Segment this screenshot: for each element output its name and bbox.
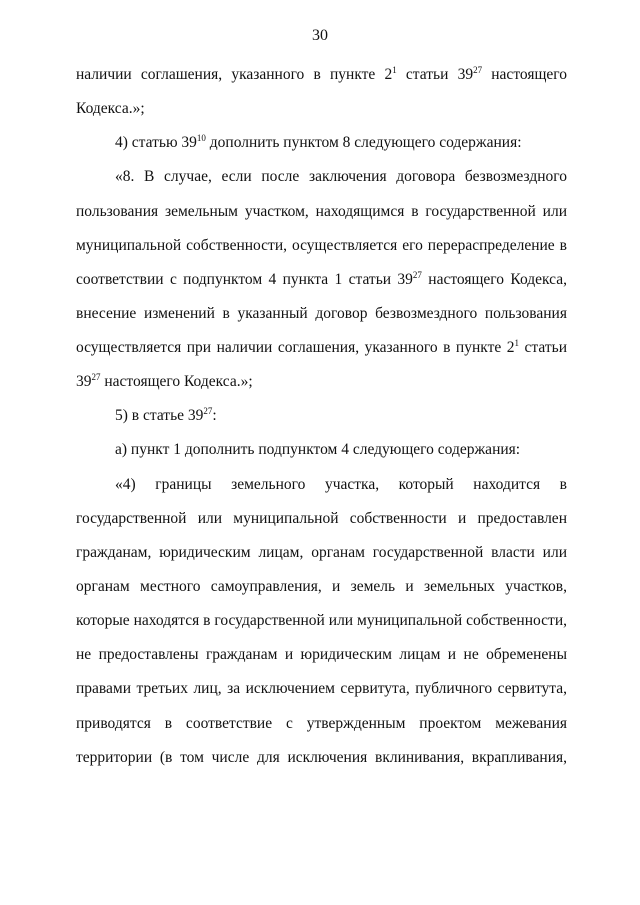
text-run: приводятся в соответствие с утвержденным проектом межевания [76,715,567,732]
text-line [115,133,567,153]
text-run: а) пункт 1 дополнить подпунктом 4 следующего содержания: [115,441,521,458]
superscript-index: 10 [196,133,206,143]
text-run: территории (в том числе для исключения вклинивания, вкрапливания, [76,749,567,766]
text-line [76,543,567,563]
text-line [76,679,567,699]
text-run: наличии соглашения, указанного в пункте 2 [76,66,393,83]
text-run: «4) границы земельного участка, который находится в [115,476,567,493]
superscript-index: 1 [392,65,397,75]
text-run: статьи [519,339,567,356]
text-run: государственной или муниципальной собственности и предоставлен [76,510,567,527]
text-line [76,714,567,734]
superscript-index: 27 [91,372,101,382]
text-run: пользования земельным участком, находящимся в государственной или [76,203,567,220]
text-run: муниципальной собственности, осуществляется его перераспределение в [76,237,567,254]
text-run: настоящего Кодекса.»; [100,373,253,390]
page-number: 30 [312,27,328,44]
superscript-index: 1 [514,338,520,348]
text-run: внесение изменений в указанный договор безвозмездного пользования [76,305,567,322]
superscript-index: 27 [473,65,483,75]
text-line [115,475,567,495]
text-line [76,611,567,631]
text-run: осуществляется при наличии соглашения, указанного в пункте 2 [76,339,515,356]
text-run: 39 [76,373,92,390]
text-run: которые находятся в государственной или муниципальной собственности, [76,612,567,629]
text-run: статьи 39 [396,66,474,83]
text-line [76,338,567,358]
text-line [76,645,567,665]
text-run: правами третьих лиц, за исключением сервитута, публичного сервитута, [76,680,567,697]
text-run: настоящего Кодекса, [421,271,567,288]
text-run: дополнить пунктом 8 следующего содержания: [205,134,522,151]
text-run: соответствии с подпунктом 4 пункта 1 статьи 39 [76,271,413,288]
text-run: «8. В случае, если после заключения договора безвозмездного [115,168,567,185]
text-run: настоящего [482,66,568,83]
text-run: 4) статью 39 [115,134,197,151]
text-line [115,440,567,460]
text-run: органам местного самоуправления, и земель и земельных участков, [76,578,567,595]
text-line [115,406,567,426]
text-line [76,236,567,256]
text-line [76,372,567,392]
text-line [76,99,567,119]
text-line [76,202,567,222]
text-line [76,270,567,290]
text-run: гражданам, юридическим лицам, органам государственной власти или [76,544,567,561]
text-line [76,509,567,529]
text-run: не предоставлены гражданам и юридическим лицам и не обременены [76,646,567,663]
text-line [76,304,567,324]
text-run: Кодекса.»; [76,100,145,117]
text-line [76,577,567,597]
superscript-index: 27 [412,270,422,280]
text-line [76,748,567,768]
text-line [115,167,567,187]
text-run: 5) в статье 39 [115,407,204,424]
text-line [76,65,567,85]
superscript-index: 27 [203,406,213,416]
text-run: : [212,407,217,424]
